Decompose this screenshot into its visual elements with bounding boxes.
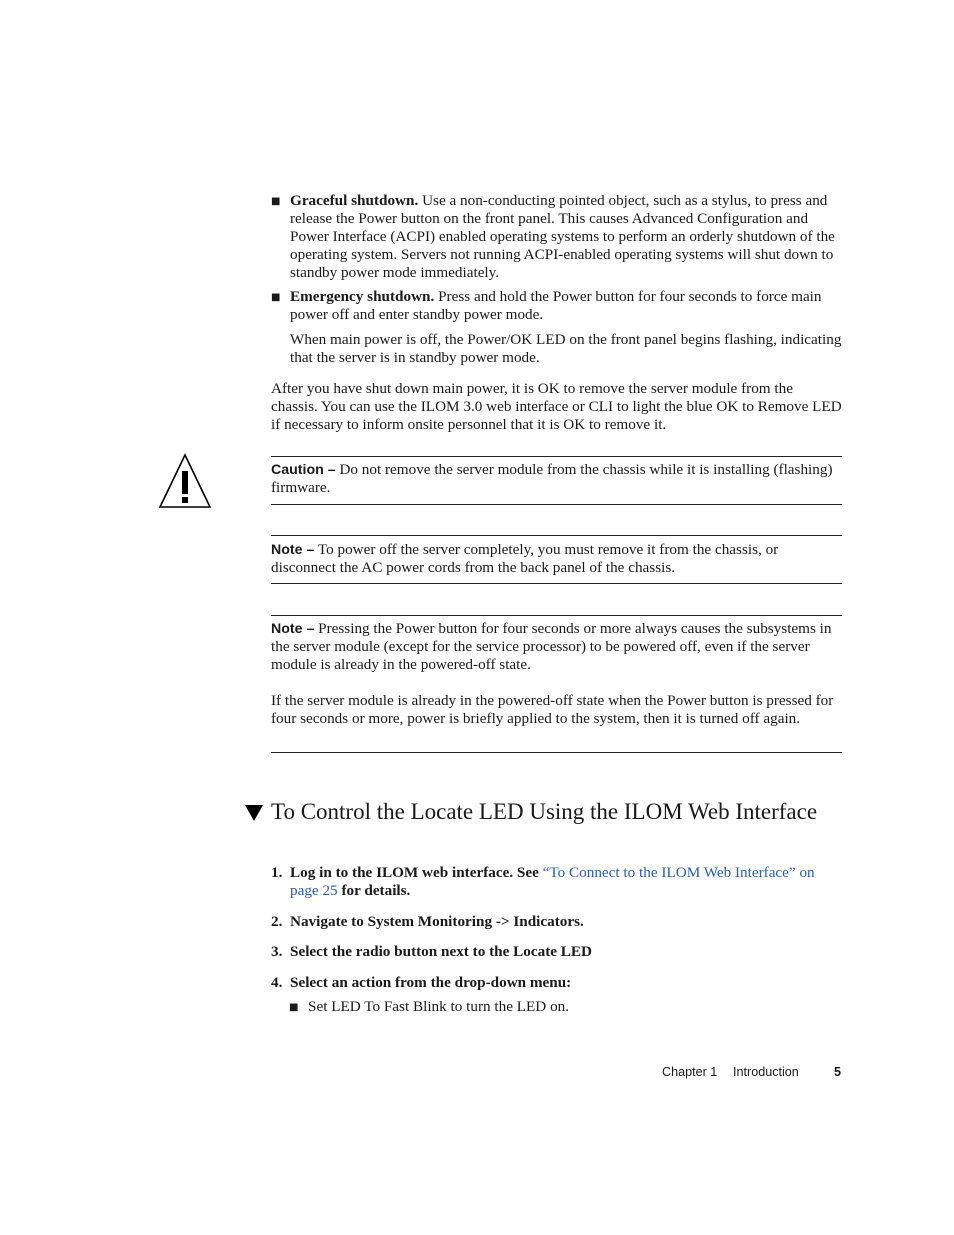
step-text <box>290 864 842 900</box>
section-heading: To Control the Locate LED Using the ILOM Web Interface <box>271 799 818 824</box>
note-second-paragraph: If the server module is already in the powered-off state when the Power button is pressed for four seconds or more, power is briefly applied to the system, then it is turned off again. <box>271 692 834 727</box>
body-paragraph: After you have shut down main power, it is OK to remove the server module from the chassis. You can use the ILOM 3.0 web interface or CLI to light the blue OK to Remove LED if necessary to inform onsite personnel that it is OK to remove it. <box>271 380 842 433</box>
note-text <box>271 620 842 674</box>
note-label: Note – <box>271 621 315 637</box>
note-text <box>271 541 842 577</box>
bullet-followup-paragraph: When main power is off, the Power/OK LED on the front panel begins flashing, indicating that the server is in standby power mode. <box>290 331 842 366</box>
bullet-marker: ■ <box>289 1002 299 1013</box>
caution-warning-icon <box>158 453 212 509</box>
step-text-part: Log in to the ILOM web interface. See <box>290 864 543 881</box>
bullet-lead: Emergency shutdown. <box>290 288 435 305</box>
bullet-emergency-shutdown <box>290 288 842 324</box>
section-triangle-icon <box>245 805 263 821</box>
bullet-text: Press and hold the Power button for four seconds to force main power off and enter standby power mode. <box>290 288 822 323</box>
step-text: Navigate to System Monitoring -> Indicators. <box>290 913 584 930</box>
note-bottom-rule <box>271 752 842 753</box>
step-number: 2. <box>271 913 283 930</box>
step-text: Select an action from the drop-down menu: <box>290 974 572 991</box>
caution-bottom-rule <box>271 504 842 505</box>
footer-chapter: Chapter 1 <box>662 1065 718 1079</box>
cross-reference-link[interactable]: “To Connect to the ILOM Web Interface” on page 25 <box>290 864 815 899</box>
step-text-part: for details. <box>337 882 411 899</box>
caution-body: Do not remove the server module from the chassis while it is installing (flashing) firmware. <box>271 461 833 496</box>
footer-chapter-title: Introduction <box>733 1065 799 1079</box>
step-text: Select the radio button next to the Locate LED <box>290 943 593 960</box>
note-body: Pressing the Power button for four seconds or more always causes the subsystems in the server module (except for the service processor) to be powered off, even if the server module is already in the powered-off state. <box>271 620 832 673</box>
caution-label: Caution – <box>271 462 336 478</box>
step-number: 4. <box>271 974 283 991</box>
step-number: 1. <box>271 864 283 881</box>
step-item <box>271 864 842 900</box>
bullet-graceful-shutdown <box>290 192 842 282</box>
note-bottom-rule <box>271 583 842 584</box>
step-item <box>271 974 842 992</box>
caution-top-rule <box>271 456 842 457</box>
bullet-text: Use a non-conducting pointed object, such as a stylus, to press and release the Power button on the front panel. This causes Advanced Configuration and Power Interface (ACPI) enabled operating systems to perform an orderly shutdown of the operating system. Servers not running ACPI-enabled operating systems will shut down to standby power mode immediately. <box>290 192 835 281</box>
caution-text <box>271 461 842 497</box>
note-top-rule <box>271 535 842 536</box>
bullet-marker: ■ <box>271 196 281 207</box>
bullet-lead: Graceful shutdown. <box>290 192 419 209</box>
note-body: To power off the server completely, you must remove it from the chassis, or disconnect the AC power cords from the back panel of the chassis. <box>271 541 779 576</box>
note-label: Note – <box>271 542 315 558</box>
footer-page-number: 5 <box>834 1065 842 1079</box>
step-item <box>271 943 842 961</box>
sub-bullet-text: Set LED To Fast Blink to turn the LED on. <box>308 998 570 1015</box>
note-top-rule <box>271 615 842 616</box>
step-item <box>271 913 842 931</box>
bullet-marker: ■ <box>271 292 281 303</box>
step-number: 3. <box>271 943 283 960</box>
